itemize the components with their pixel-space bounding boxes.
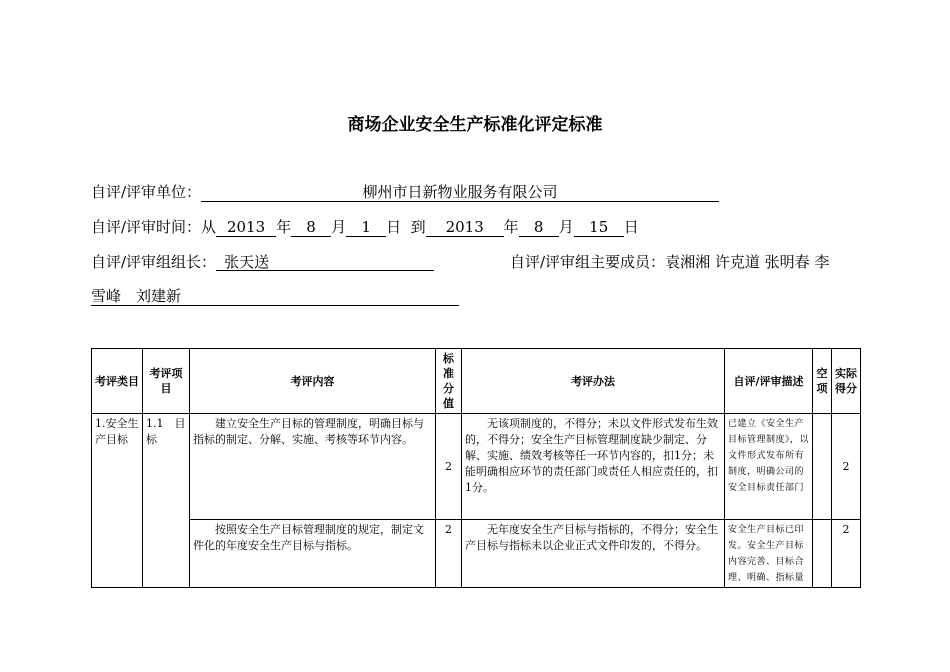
method-cell: 无该项制度的，不得分；未以文件形式发布生效的，不得分；安全生产目标管理制度缺少制定、分解、实施、绩效考核等任一环节内容的，扣1分；未能明确相应环节的责任部门或责任人相应责任的，扣1分。: [462, 414, 725, 520]
to-month: 8: [519, 218, 559, 237]
header-score: 标准分值: [436, 349, 462, 414]
to-day: 15: [574, 218, 624, 237]
time-line: [91, 216, 639, 237]
empty-cell: [813, 520, 832, 588]
day-char: 日: [623, 218, 639, 236]
to-word: 到: [410, 218, 426, 236]
actual-score-cell: 2: [832, 414, 861, 520]
from-year: 2013: [216, 218, 276, 237]
category-cell: 1.安全生产目标: [92, 414, 143, 588]
desc-cell: [725, 520, 813, 588]
item-cell: 1.1 目标: [143, 414, 190, 588]
unit-label: 自评/评审单位：: [91, 183, 202, 201]
header-category: 考评类目: [92, 349, 143, 414]
month-char: 月: [558, 218, 574, 236]
members-value-1: 袁湘湘 许克道 张明春 李: [665, 253, 830, 271]
leader-label: 自评/评审组组长：: [91, 253, 217, 271]
time-label: 自评/评审时间：从: [91, 218, 217, 236]
members-line: [510, 251, 829, 272]
unit-value: 柳州市日新物业服务有限公司: [201, 183, 719, 202]
day-char: 日: [386, 218, 402, 236]
header-empty: 空项: [813, 349, 832, 414]
month-char: 月: [331, 218, 347, 236]
table-row: [92, 520, 861, 588]
header-desc: 自评/评审描述: [725, 349, 813, 414]
score-cell: 2: [436, 414, 462, 520]
header-actual: 实际得分: [832, 349, 861, 414]
desc-cell: 已建立《安全生产目标管理制度》，以文件形式发布所有制度，明确公司的安全目标责任部门: [725, 414, 813, 520]
members-line-2: [91, 287, 459, 306]
from-day: 1: [346, 218, 386, 237]
header-row: [92, 349, 861, 414]
header-content: 考评内容: [190, 349, 436, 414]
unit-line: [91, 181, 719, 202]
content-cell: 按照安全生产目标管理制度的规定，制定文件化的年度安全生产目标与指标。: [190, 520, 436, 588]
to-year: 2013: [426, 218, 504, 237]
header-method: 考评办法: [462, 349, 725, 414]
year-char: 年: [276, 218, 292, 236]
method-cell: 无年度安全生产目标与指标的，不得分；安全生产目标与指标未以企业正式文件印发的，不得分。: [462, 520, 725, 588]
members-value-2: 雪峰 刘建新: [91, 287, 459, 306]
year-char: 年: [503, 218, 519, 236]
table-row: [92, 414, 861, 520]
members-label: 自评/评审组主要成员：: [510, 253, 666, 271]
empty-cell: [813, 414, 832, 520]
from-month: 8: [291, 218, 331, 237]
evaluation-table: [91, 348, 861, 588]
score-cell: 2: [436, 520, 462, 588]
leader-value: 张天送: [216, 253, 434, 271]
document-title: 商场企业安全生产标准化评定标准: [347, 115, 603, 135]
actual-score-cell: 2: [832, 520, 861, 588]
leader-line: [91, 251, 434, 272]
desc-text: 安全生产目标已印发。安全生产目标内容完善、目标合理、明确、指标量: [728, 525, 805, 583]
header-item: 考评项目: [143, 349, 190, 414]
content-cell: 建立安全生产目标的管理制度，明确目标与指标的制定、分解、实施、考核等环节内容。: [190, 414, 436, 520]
